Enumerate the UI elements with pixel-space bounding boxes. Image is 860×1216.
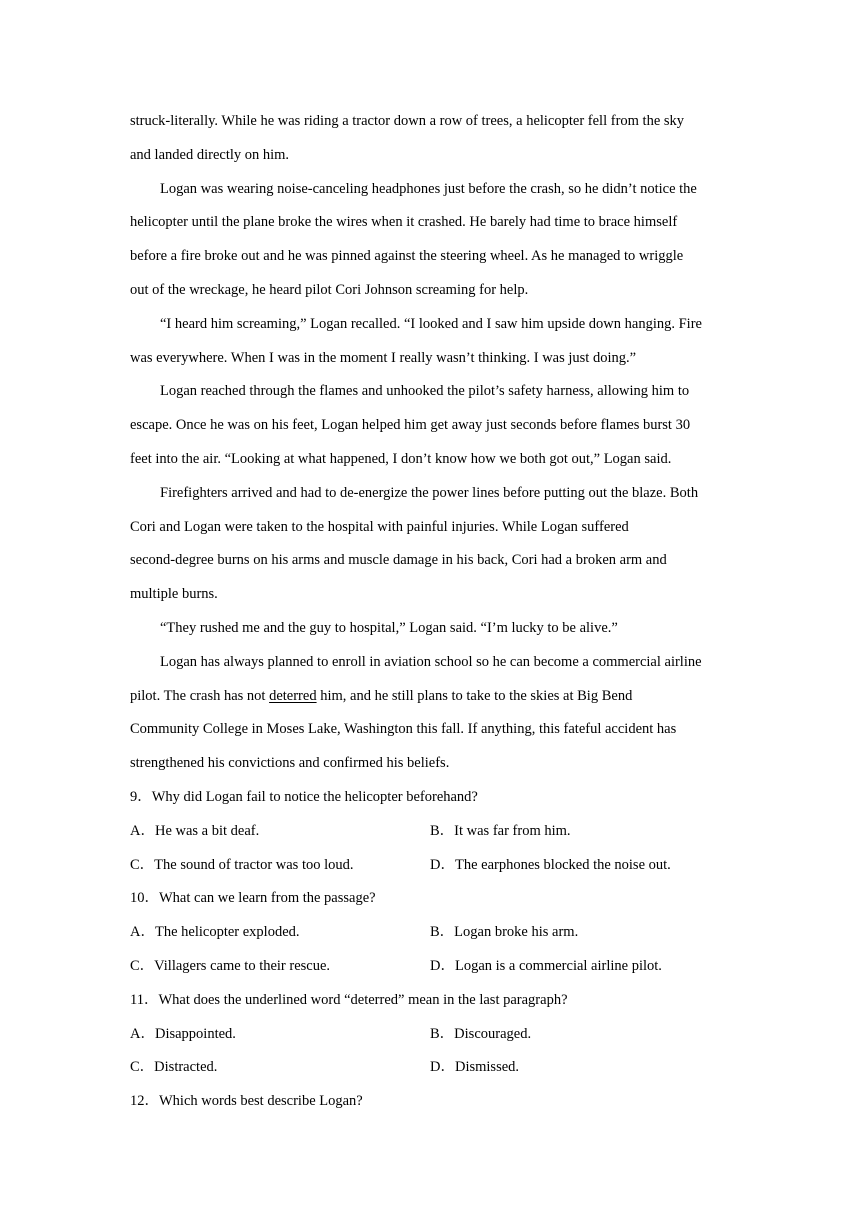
option-row bbox=[130, 1018, 730, 1052]
question-9 bbox=[130, 781, 730, 882]
text-line: out of the wreckage, he heard pilot Cori Johnson screaming for help. bbox=[130, 281, 529, 298]
paragraph-1 bbox=[130, 105, 730, 173]
option-c: C．Distracted. bbox=[130, 1059, 218, 1076]
text-line: before a fire broke out and he was pinned against the steering wheel. As he managed to wriggle bbox=[130, 248, 684, 265]
option-row bbox=[130, 916, 730, 950]
option-a: A．He was a bit deaf. bbox=[130, 822, 260, 839]
option-row bbox=[130, 1051, 730, 1085]
text-line: feet into the air. “Looking at what happened, I don’t know how we both got out,” Logan said. bbox=[130, 450, 672, 467]
paragraph-5 bbox=[130, 477, 730, 612]
option-d: D．Dismissed. bbox=[430, 1059, 520, 1076]
option-a: A．Disappointed. bbox=[130, 1025, 236, 1042]
text-line: Logan was wearing noise-canceling headphones just before the crash, so he didn’t notice the bbox=[160, 180, 697, 197]
text-segment: pilot. The crash has not bbox=[130, 687, 270, 704]
question-stem: 11．What does the underlined word “deterred” mean in the last paragraph? bbox=[130, 991, 568, 1008]
text-line: helicopter until the plane broke the wires when it crashed. He barely had time to brace himself bbox=[130, 214, 678, 231]
text-line: Cori and Logan were taken to the hospital with painful injuries. While Logan suffered bbox=[130, 518, 629, 535]
option-d: D．The earphones blocked the noise out. bbox=[430, 856, 671, 873]
text-line: “I heard him screaming,” Logan recalled. “I looked and I saw him upside down hanging. Fire bbox=[160, 315, 702, 332]
option-row bbox=[130, 950, 730, 984]
option-row bbox=[130, 815, 730, 849]
paragraph-4 bbox=[130, 375, 730, 476]
document-content bbox=[130, 105, 730, 1119]
text-line: multiple burns. bbox=[130, 586, 218, 603]
text-line: “They rushed me and the guy to hospital,” Logan said. “I’m lucky to be alive.” bbox=[160, 619, 618, 636]
option-c: C．Villagers came to their rescue. bbox=[130, 957, 331, 974]
text-segment: him, and he still plans to take to the skies at Big Bend bbox=[316, 687, 633, 704]
text-line: escape. Once he was on his feet, Logan helped him get away just seconds before flames burst 30 bbox=[130, 417, 691, 434]
text-line: Logan has always planned to enroll in aviation school so he can become a commercial airline bbox=[160, 653, 702, 670]
paragraph-7 bbox=[130, 646, 730, 781]
question-stem: 10．What can we learn from the passage? bbox=[130, 890, 376, 907]
text-line bbox=[130, 680, 730, 714]
option-c: C．The sound of tractor was too loud. bbox=[130, 856, 354, 873]
text-line: second-degree burns on his arms and muscle damage in his back, Cori had a broken arm and bbox=[130, 552, 667, 569]
text-line: Logan reached through the flames and unhooked the pilot’s safety harness, allowing him to bbox=[160, 383, 690, 400]
option-a: A．The helicopter exploded. bbox=[130, 924, 300, 941]
paragraph-2 bbox=[130, 173, 730, 308]
paragraph-3 bbox=[130, 308, 730, 376]
underlined-word-deterred: deterred bbox=[269, 687, 317, 704]
paragraph-6 bbox=[130, 612, 730, 646]
option-b: B．Logan broke his arm. bbox=[430, 924, 579, 941]
text-line: strengthened his convictions and confirmed his beliefs. bbox=[130, 755, 450, 772]
option-b: B．It was far from him. bbox=[430, 822, 571, 839]
question-11 bbox=[130, 984, 730, 1085]
option-d: D．Logan is a commercial airline pilot. bbox=[430, 957, 662, 974]
question-10 bbox=[130, 882, 730, 983]
text-line: Community College in Moses Lake, Washington this fall. If anything, this fateful accident has bbox=[130, 721, 677, 738]
option-b: B．Discouraged. bbox=[430, 1025, 532, 1042]
question-12 bbox=[130, 1085, 730, 1119]
text-line: was everywhere. When I was in the moment I really wasn’t thinking. I was just doing.” bbox=[130, 349, 637, 366]
question-stem: 12．Which words best describe Logan? bbox=[130, 1093, 363, 1110]
text-line: and landed directly on him. bbox=[130, 146, 290, 163]
text-line: Firefighters arrived and had to de-energize the power lines before putting out the blaze. Both bbox=[160, 484, 699, 501]
option-row bbox=[130, 849, 730, 883]
question-stem: 9．Why did Logan fail to notice the helicopter beforehand? bbox=[130, 788, 478, 805]
text-line: struck-literally. While he was riding a tractor down a row of trees, a helicopter fell from the sky bbox=[130, 113, 685, 129]
